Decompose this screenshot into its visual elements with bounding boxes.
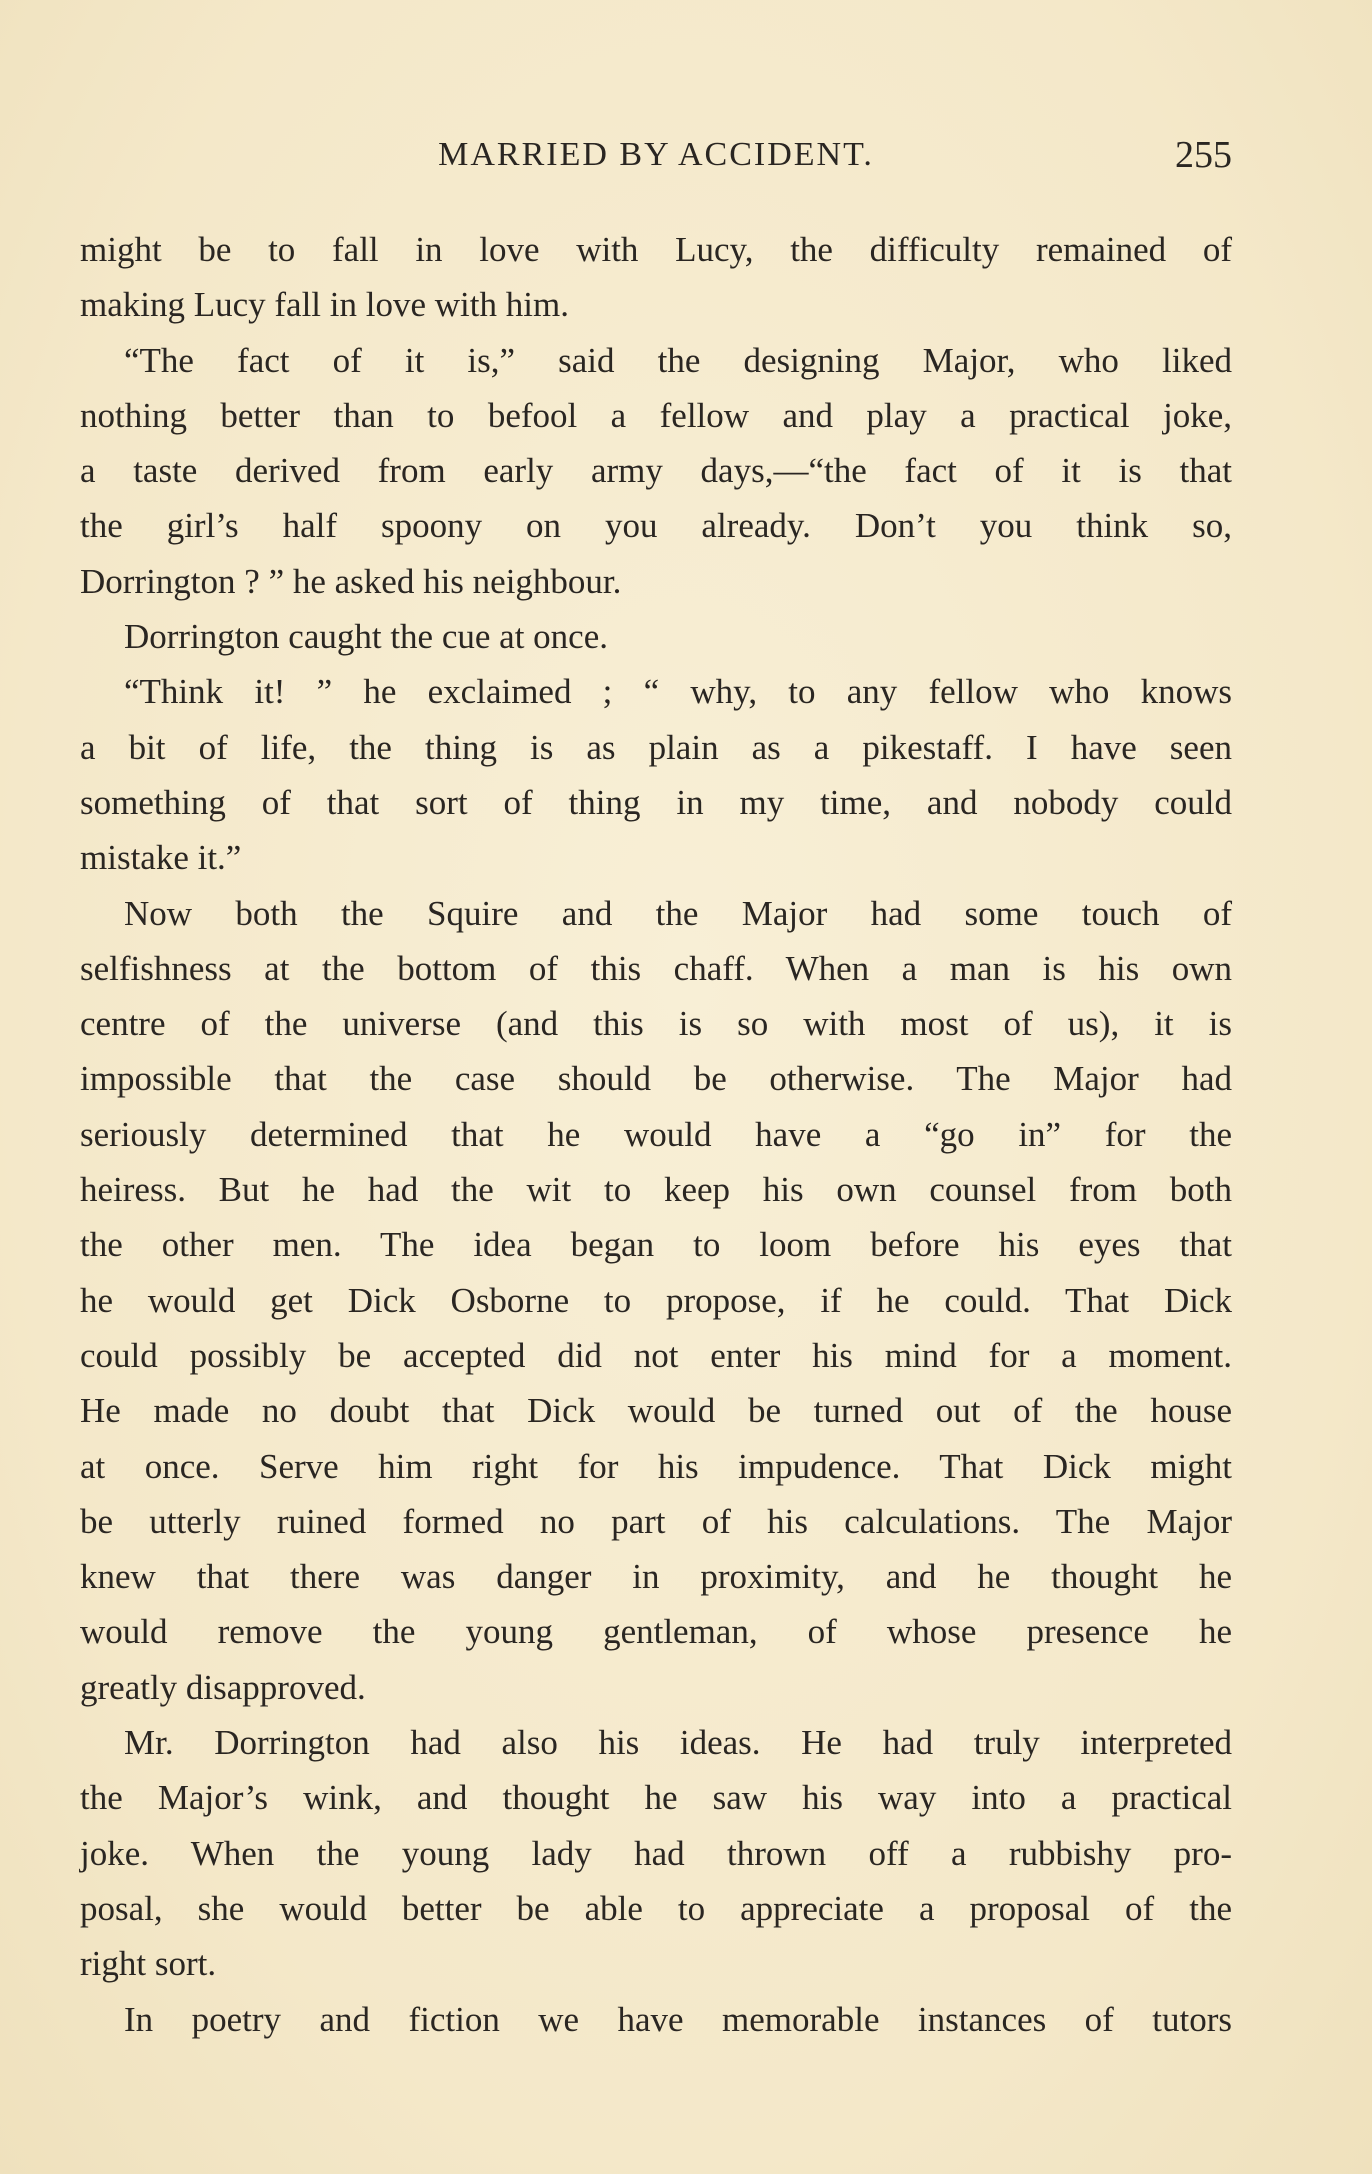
text-line: “Think it! ” he exclaimed ; “ why, to any fellow who knows (124, 672, 1232, 712)
body-text (80, 222, 1232, 2047)
text-line: seriously determined that he would have a “go in” for the (80, 1114, 1232, 1154)
text-line: Mr. Dorrington had also his ideas. He had truly interpreted (124, 1723, 1232, 1763)
running-head-title: MARRIED BY ACCIDENT. (438, 136, 874, 173)
text-line: posal, she would better be able to appreciate a proposal of the (80, 1888, 1232, 1928)
text-line: be utterly ruined formed no part of his calculations. The Major (80, 1501, 1232, 1541)
text-line: Dorrington ? ” he asked his neighbour. (80, 561, 622, 601)
text-line: nothing better than to befool a fellow and play a practical joke, (80, 395, 1232, 435)
text-line: heiress. But he had the wit to keep his own counsel from both (80, 1170, 1232, 1210)
text-line: “The fact of it is,” said the designing Major, who liked (124, 340, 1232, 380)
text-line: joke. When the young lady had thrown off a rubbishy pro- (80, 1833, 1232, 1873)
text-line: knew that there was danger in proximity, and he thought he (80, 1557, 1232, 1597)
text-line: would remove the young gentleman, of whose presence he (80, 1612, 1232, 1652)
text-line: He made no doubt that Dick would be turned out of the house (80, 1391, 1232, 1431)
text-line: making Lucy fall in love with him. (80, 285, 569, 325)
text-line: right sort. (80, 1944, 217, 1984)
text-line: might be to fall in love with Lucy, the difficulty remained of (80, 230, 1232, 269)
text-line: impossible that the case should be otherwise. The Major had (80, 1059, 1232, 1099)
text-line: Dorrington caught the cue at once. (124, 617, 608, 657)
text-line: something of that sort of thing in my time, and nobody could (80, 782, 1232, 822)
text-line: at once. Serve him right for his impudence. That Dick might (80, 1446, 1232, 1486)
text-line: mistake it.” (80, 838, 242, 878)
text-line: could possibly be accepted did not enter his mind for a moment. (80, 1335, 1232, 1375)
text-line: Now both the Squire and the Major had some touch of (124, 893, 1232, 933)
page-number: 255 (1175, 134, 1232, 176)
text-line: a taste derived from early army days,—“the fact of it is that (80, 451, 1232, 491)
text-line: a bit of life, the thing is as plain as a pikestaff. I have seen (80, 727, 1232, 767)
text-line: greatly disapproved. (80, 1667, 366, 1707)
text-line: he would get Dick Osborne to propose, if he could. That Dick (80, 1280, 1232, 1320)
text-line: selfishness at the bottom of this chaff. When a man is his own (80, 948, 1232, 988)
text-line: centre of the universe (and this is so with most of us), it is (80, 1004, 1232, 1044)
text-line: In poetry and fiction we have memorable instances of tutors (124, 1999, 1232, 2039)
text-line: the girl’s half spoony on you already. Don’t you think so, (80, 506, 1232, 546)
text-line: the Major’s wink, and thought he saw his way into a practical (80, 1778, 1232, 1818)
running-head (80, 130, 1232, 180)
text-line: the other men. The idea began to loom before his eyes that (80, 1225, 1232, 1265)
